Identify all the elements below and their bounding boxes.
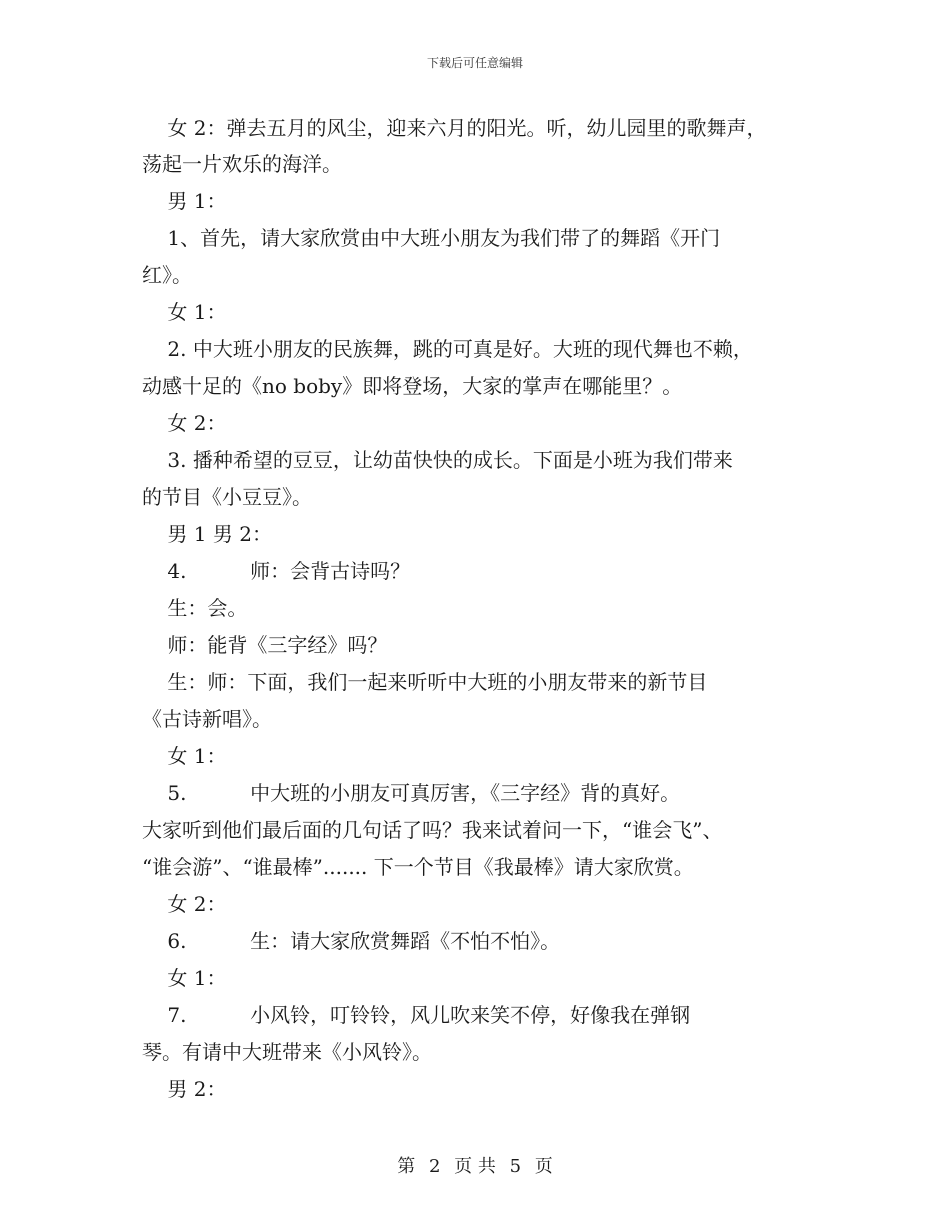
text-line: 大家听到他们最后面的几句话了吗？我来试着问一下，“谁会飞”、 bbox=[142, 818, 723, 842]
page-header: 下载后可任意编辑 bbox=[426, 56, 523, 70]
text-line: 2. 中大班小朋友的民族舞，跳的可真是好。大班的现代舞也不赖， bbox=[142, 337, 753, 361]
text-line: 男 2： bbox=[142, 1077, 227, 1101]
page-footer bbox=[0, 1152, 950, 1178]
text-line: 女 1： bbox=[142, 966, 227, 990]
text-line: 生：师：下面，我们一起来听听中大班的小朋友带来的新节目 bbox=[142, 670, 708, 694]
text-line: 3. 播种希望的豆豆，让幼苗快快的成长。下面是小班为我们带来 bbox=[142, 448, 733, 472]
text-line: 女 2： bbox=[142, 411, 227, 435]
text-line: 5. 中大班的小朋友可真厉害，《三字经》背的真好。 bbox=[142, 781, 681, 805]
text-line: 动感十足的《no boby》即将登场，大家的掌声在哪能里？。 bbox=[142, 374, 683, 398]
text-line: 男 1： bbox=[142, 189, 227, 213]
footer-total-pages: 5 bbox=[509, 1156, 522, 1177]
footer-page-number: 2 bbox=[428, 1156, 441, 1177]
footer-mid: 页 共 bbox=[454, 1156, 496, 1177]
text-line: 生：会。 bbox=[142, 596, 248, 620]
text-line: 琴。有请中大班带来《小风铃》。 bbox=[142, 1040, 432, 1064]
text-line: 的节目《小豆豆》。 bbox=[142, 485, 312, 509]
text-line: 师：能背《三字经》吗？ bbox=[142, 633, 388, 657]
text-line: “谁会游”、“谁最棒”....... 下一个节目《我最棒》请大家欣赏。 bbox=[142, 855, 694, 879]
text-line: 6. 生：请大家欣赏舞蹈《不怕不怕》。 bbox=[142, 929, 561, 953]
text-line: 4. 师：会背古诗吗？ bbox=[142, 559, 411, 583]
text-line: 红》。 bbox=[142, 263, 192, 287]
text-line: 1、首先，请大家欣赏由中大班小朋友为我们带了的舞蹈《开门 bbox=[142, 226, 721, 250]
footer-prefix: 第 bbox=[397, 1156, 416, 1177]
footer-suffix: 页 bbox=[534, 1156, 553, 1177]
text-line: 《古诗新唱》。 bbox=[142, 707, 272, 731]
text-line: 女 1： bbox=[142, 300, 227, 324]
text-line: 女 2：弹去五月的风尘，迎来六月的阳光。听，幼儿园里的歌舞声， bbox=[142, 116, 767, 140]
text-line: 荡起一片欢乐的海洋。 bbox=[142, 152, 342, 176]
text-line: 女 1： bbox=[142, 744, 227, 768]
text-line: 女 2： bbox=[142, 892, 227, 916]
text-line: 男 1 男 2： bbox=[142, 522, 272, 546]
text-line: 7. 小风铃，叮铃铃，风儿吹来笑不停，好像我在弹钢 bbox=[142, 1003, 691, 1027]
